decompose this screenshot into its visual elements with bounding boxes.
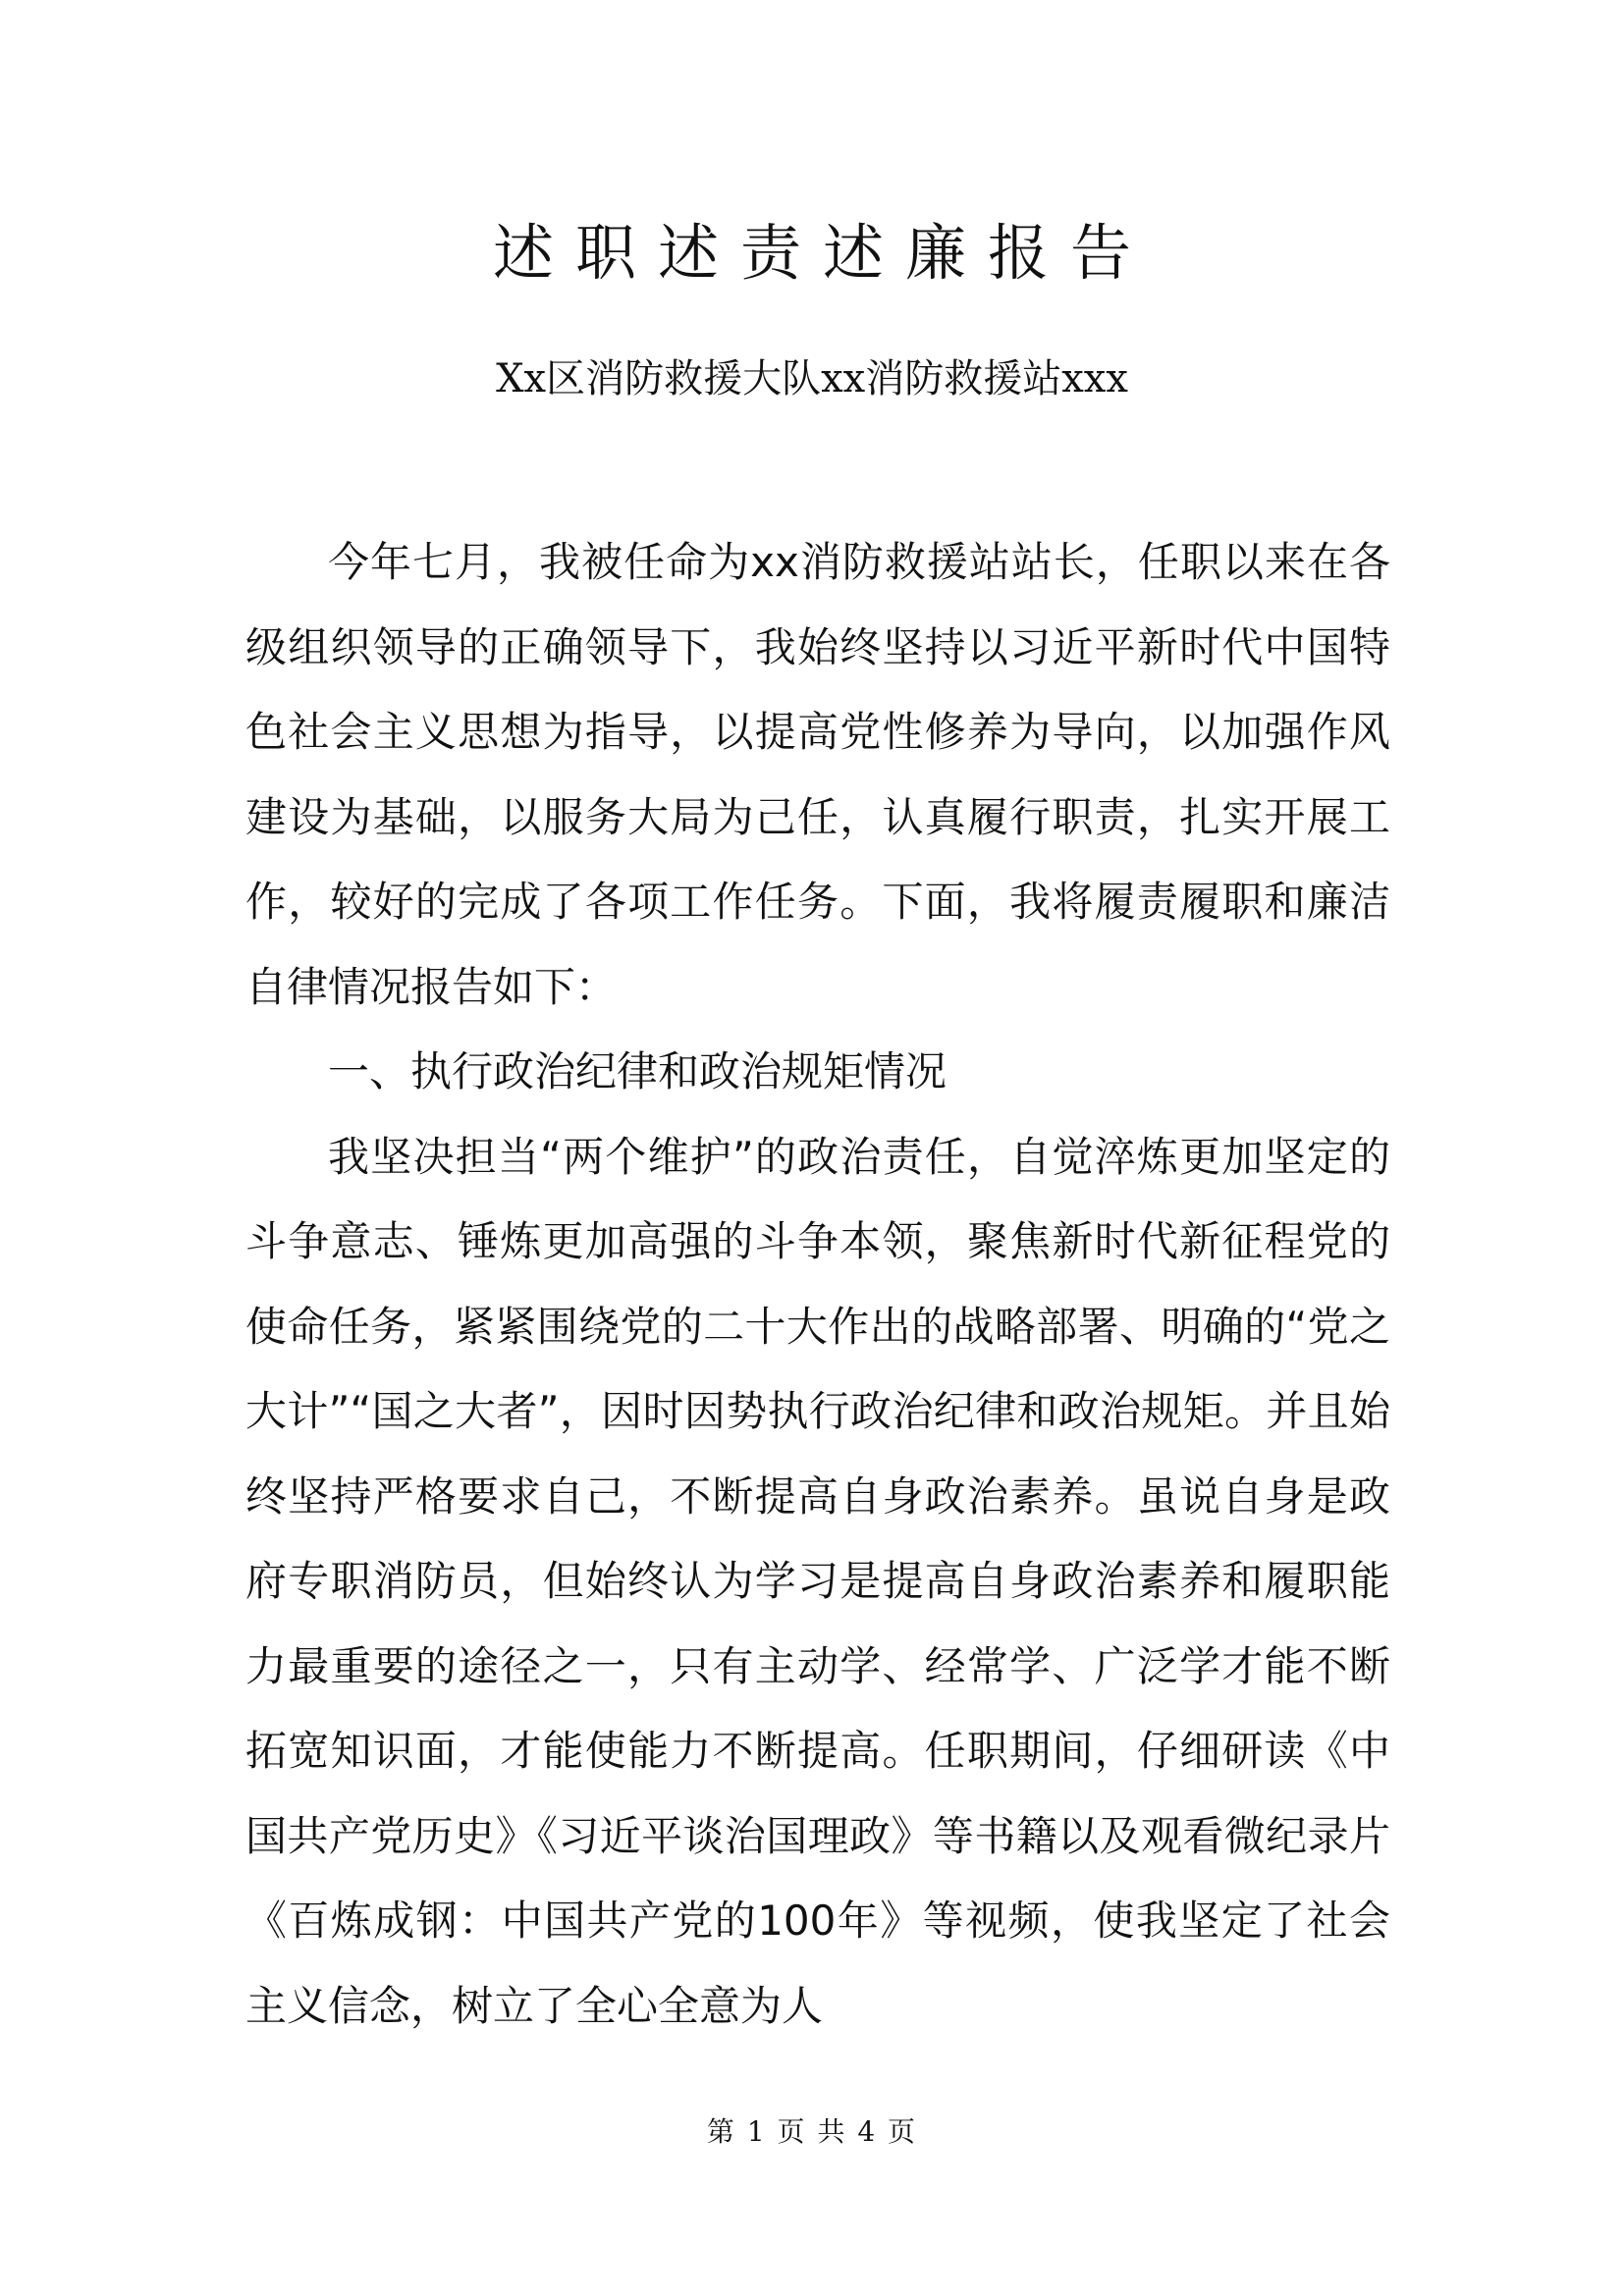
section-heading-1: 一、执行政治纪律和政治规矩情况 <box>328 1047 947 1095</box>
document-body <box>245 520 1390 2049</box>
paragraph-section-1: 我坚决担当“两个维护”的政治责任，自觉淬炼更加坚定的斗争意志、锤炼更加高强的斗争本领，聚焦新时代新征程党的使命任务，紧紧围绕党的二十大作出的战略部署、明确的“党之大计”“国之大者”，因时因势执行政治纪律和政治规矩。并且始终坚持严格要求自己，不断提高自身政治素养。虽说自身是政府专职消防员，但始终认为学习是提高自身政治素养和履职能力最重要的途径之一，只有主动学、经常学、广泛学才能不断拓宽知识面，才能使能力不断提高。任职期间，仔细研读《中国共产党历史》《习近平谈治国理政》等书籍以及观看微纪录片《百炼成钢：中国共产党的100年》等视频，使我坚定了社会主义信念，树立了全心全意为人 <box>245 1132 1390 2030</box>
page-subtitle: Xx区消防救援大队xx消防救援站xxx <box>496 356 1128 401</box>
paragraph-intro: 今年七月，我被任命为xx消防救援站站长，任职以来在各级组织领导的正确领导下，我始终坚持以习近平新时代中国特色社会主义思想为指导，以提高党性修养为导向，以加强作风建设为基础，以服务大局为己任，认真履行职责，扎实开展工作，较好的完成了各项工作任务。下面，我将履责履职和廉洁自律情况报告如下： <box>245 538 1390 1011</box>
page-title: 述职述责述廉报告 <box>492 217 1153 289</box>
page-footer: 第 1 页 共 4 页 <box>706 2115 918 2148</box>
